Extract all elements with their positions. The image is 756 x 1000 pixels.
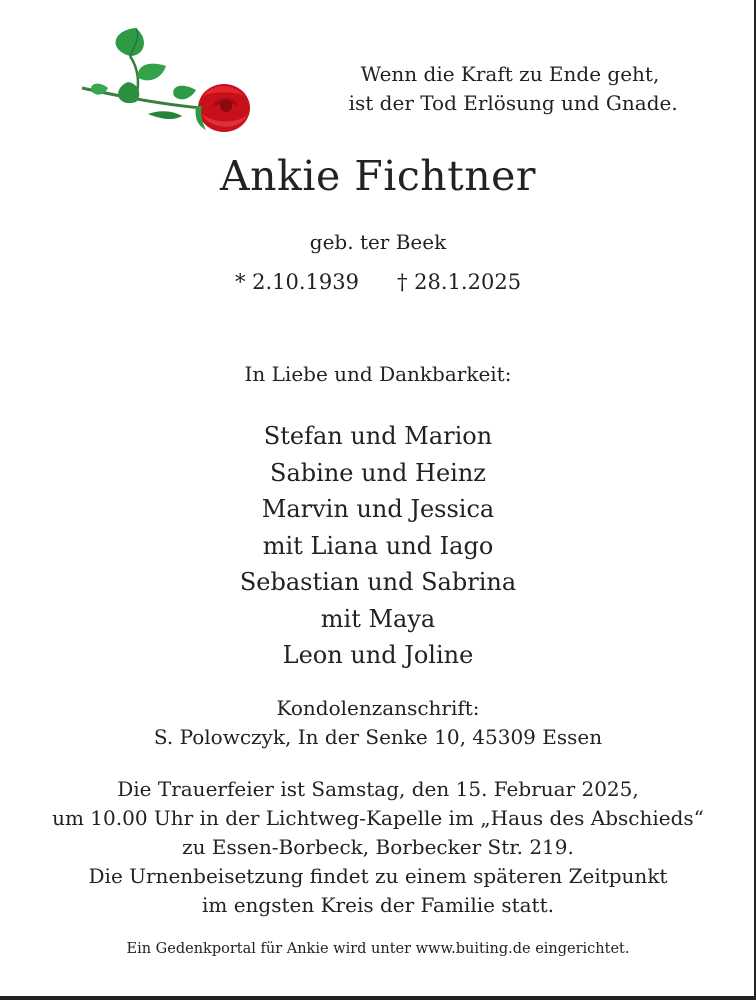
quote (300, 60, 720, 118)
condolence-address-line: S. Polowczyk, In der Senke 10, 45309 Essen (153, 725, 603, 749)
quote-line-2: ist der Tod Erlösung und Gnade. (342, 91, 678, 115)
service-line: Die Trauerfeier ist Samstag, den 15. Februar 2025, (117, 777, 639, 801)
condolence-address (0, 694, 756, 752)
death-date: † 28.1.2025 (397, 270, 522, 294)
memorial-portal-note: Ein Gedenkportal für Ankie wird unter www.buiting.de eingerichtet. (126, 941, 630, 957)
birth-name: geb. ter Beek (309, 230, 447, 254)
service-line: zu Essen-Borbeck, Borbecker Str. 219. (182, 835, 574, 859)
quote-line-1: Wenn die Kraft zu Ende geht, (360, 62, 660, 86)
service-line: um 10.00 Uhr in der Lichtweg-Kapelle im „Haus des Abschieds“ (52, 806, 704, 830)
service-line: Die Urnenbeisetzung findet zu einem späteren Zeitpunkt (88, 864, 668, 888)
service-details (0, 775, 756, 920)
life-dates (0, 270, 756, 294)
intro-text: In Liebe und Dankbarkeit: (244, 362, 512, 386)
family-line: mit Liana und Iago (262, 531, 494, 560)
family-line: Sebastian und Sabrina (239, 568, 517, 596)
family-line: Leon und Joline (282, 641, 474, 669)
family-list (0, 418, 756, 674)
rose-icon (78, 26, 254, 136)
family-line: Stefan und Marion (263, 422, 493, 450)
condolence-label: Kondolenzanschrift: (276, 696, 480, 720)
service-line: im engsten Kreis der Familie statt. (202, 893, 554, 917)
family-line: Marvin und Jessica (261, 495, 495, 523)
deceased-name: Ankie Fichtner (220, 152, 536, 200)
family-line: mit Maya (320, 604, 436, 633)
birth-date: * 2.10.1939 (234, 270, 359, 294)
family-line: Sabine und Heinz (270, 458, 486, 487)
